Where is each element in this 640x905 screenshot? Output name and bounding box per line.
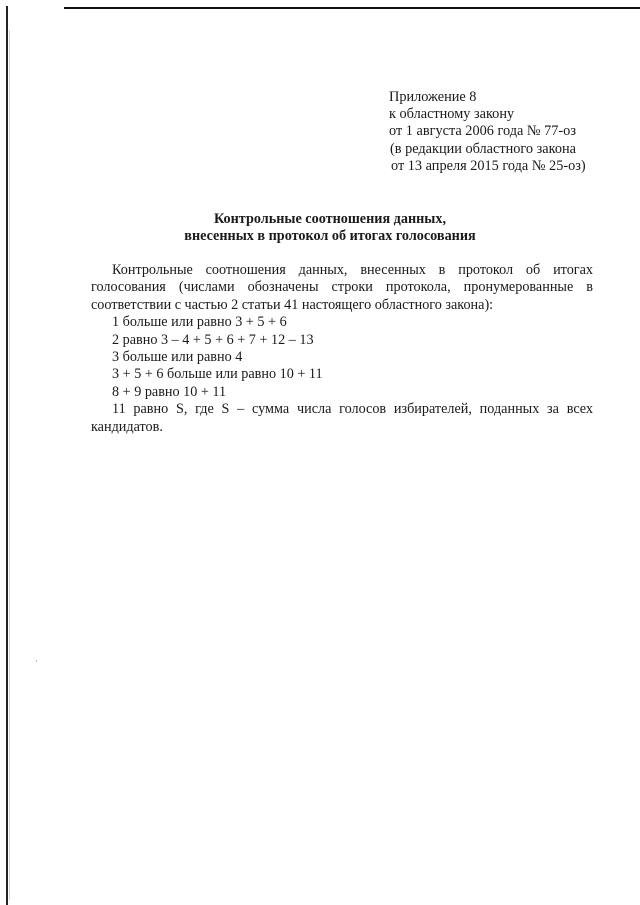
relation-line-3: 3 больше или равно 4 xyxy=(112,349,243,366)
scan-edge-left-shadow xyxy=(9,30,10,900)
appendix-edition-date: от 13 апреля 2015 года № 25-оз) xyxy=(391,157,586,174)
document-title-line-1: Контрольные соотношения данных, xyxy=(213,211,447,227)
relation-line-1: 1 больше или равно 3 + 5 + 6 xyxy=(112,314,287,331)
scan-edge-top xyxy=(64,7,640,9)
scan-edge-left xyxy=(6,6,8,905)
scan-speck xyxy=(36,660,37,662)
intro-paragraph: Контрольные соотношения данных, внесенных в протокол об итогах голосования (числами обозначены строки протокола, пронумерованные в соответствии с частью 2 статьи 41 настоящего областного закона): xyxy=(91,262,593,313)
document-title-line-2: внесенных в протокол об итогах голосования xyxy=(184,228,476,244)
appendix-number: Приложение 8 xyxy=(389,89,477,105)
appendix-header xyxy=(389,89,586,175)
relation-line-2: 2 равно 3 – 4 + 5 + 6 + 7 + 12 – 13 xyxy=(112,331,314,348)
final-paragraph: 11 равно S, где S – сумма числа голосов избирателей, поданных за всех кандидатов. xyxy=(91,401,593,435)
relation-line-4: 3 + 5 + 6 больше или равно 10 + 11 xyxy=(112,366,323,383)
document-body xyxy=(91,262,593,436)
relation-line-5: 8 + 9 равно 10 + 11 xyxy=(112,383,227,400)
appendix-edition-note: (в редакции областного закона xyxy=(390,140,577,157)
appendix-law-ref: к областному закону xyxy=(389,106,515,123)
appendix-law-date: от 1 августа 2006 года № 77-оз xyxy=(389,123,576,140)
document-title xyxy=(110,211,550,245)
